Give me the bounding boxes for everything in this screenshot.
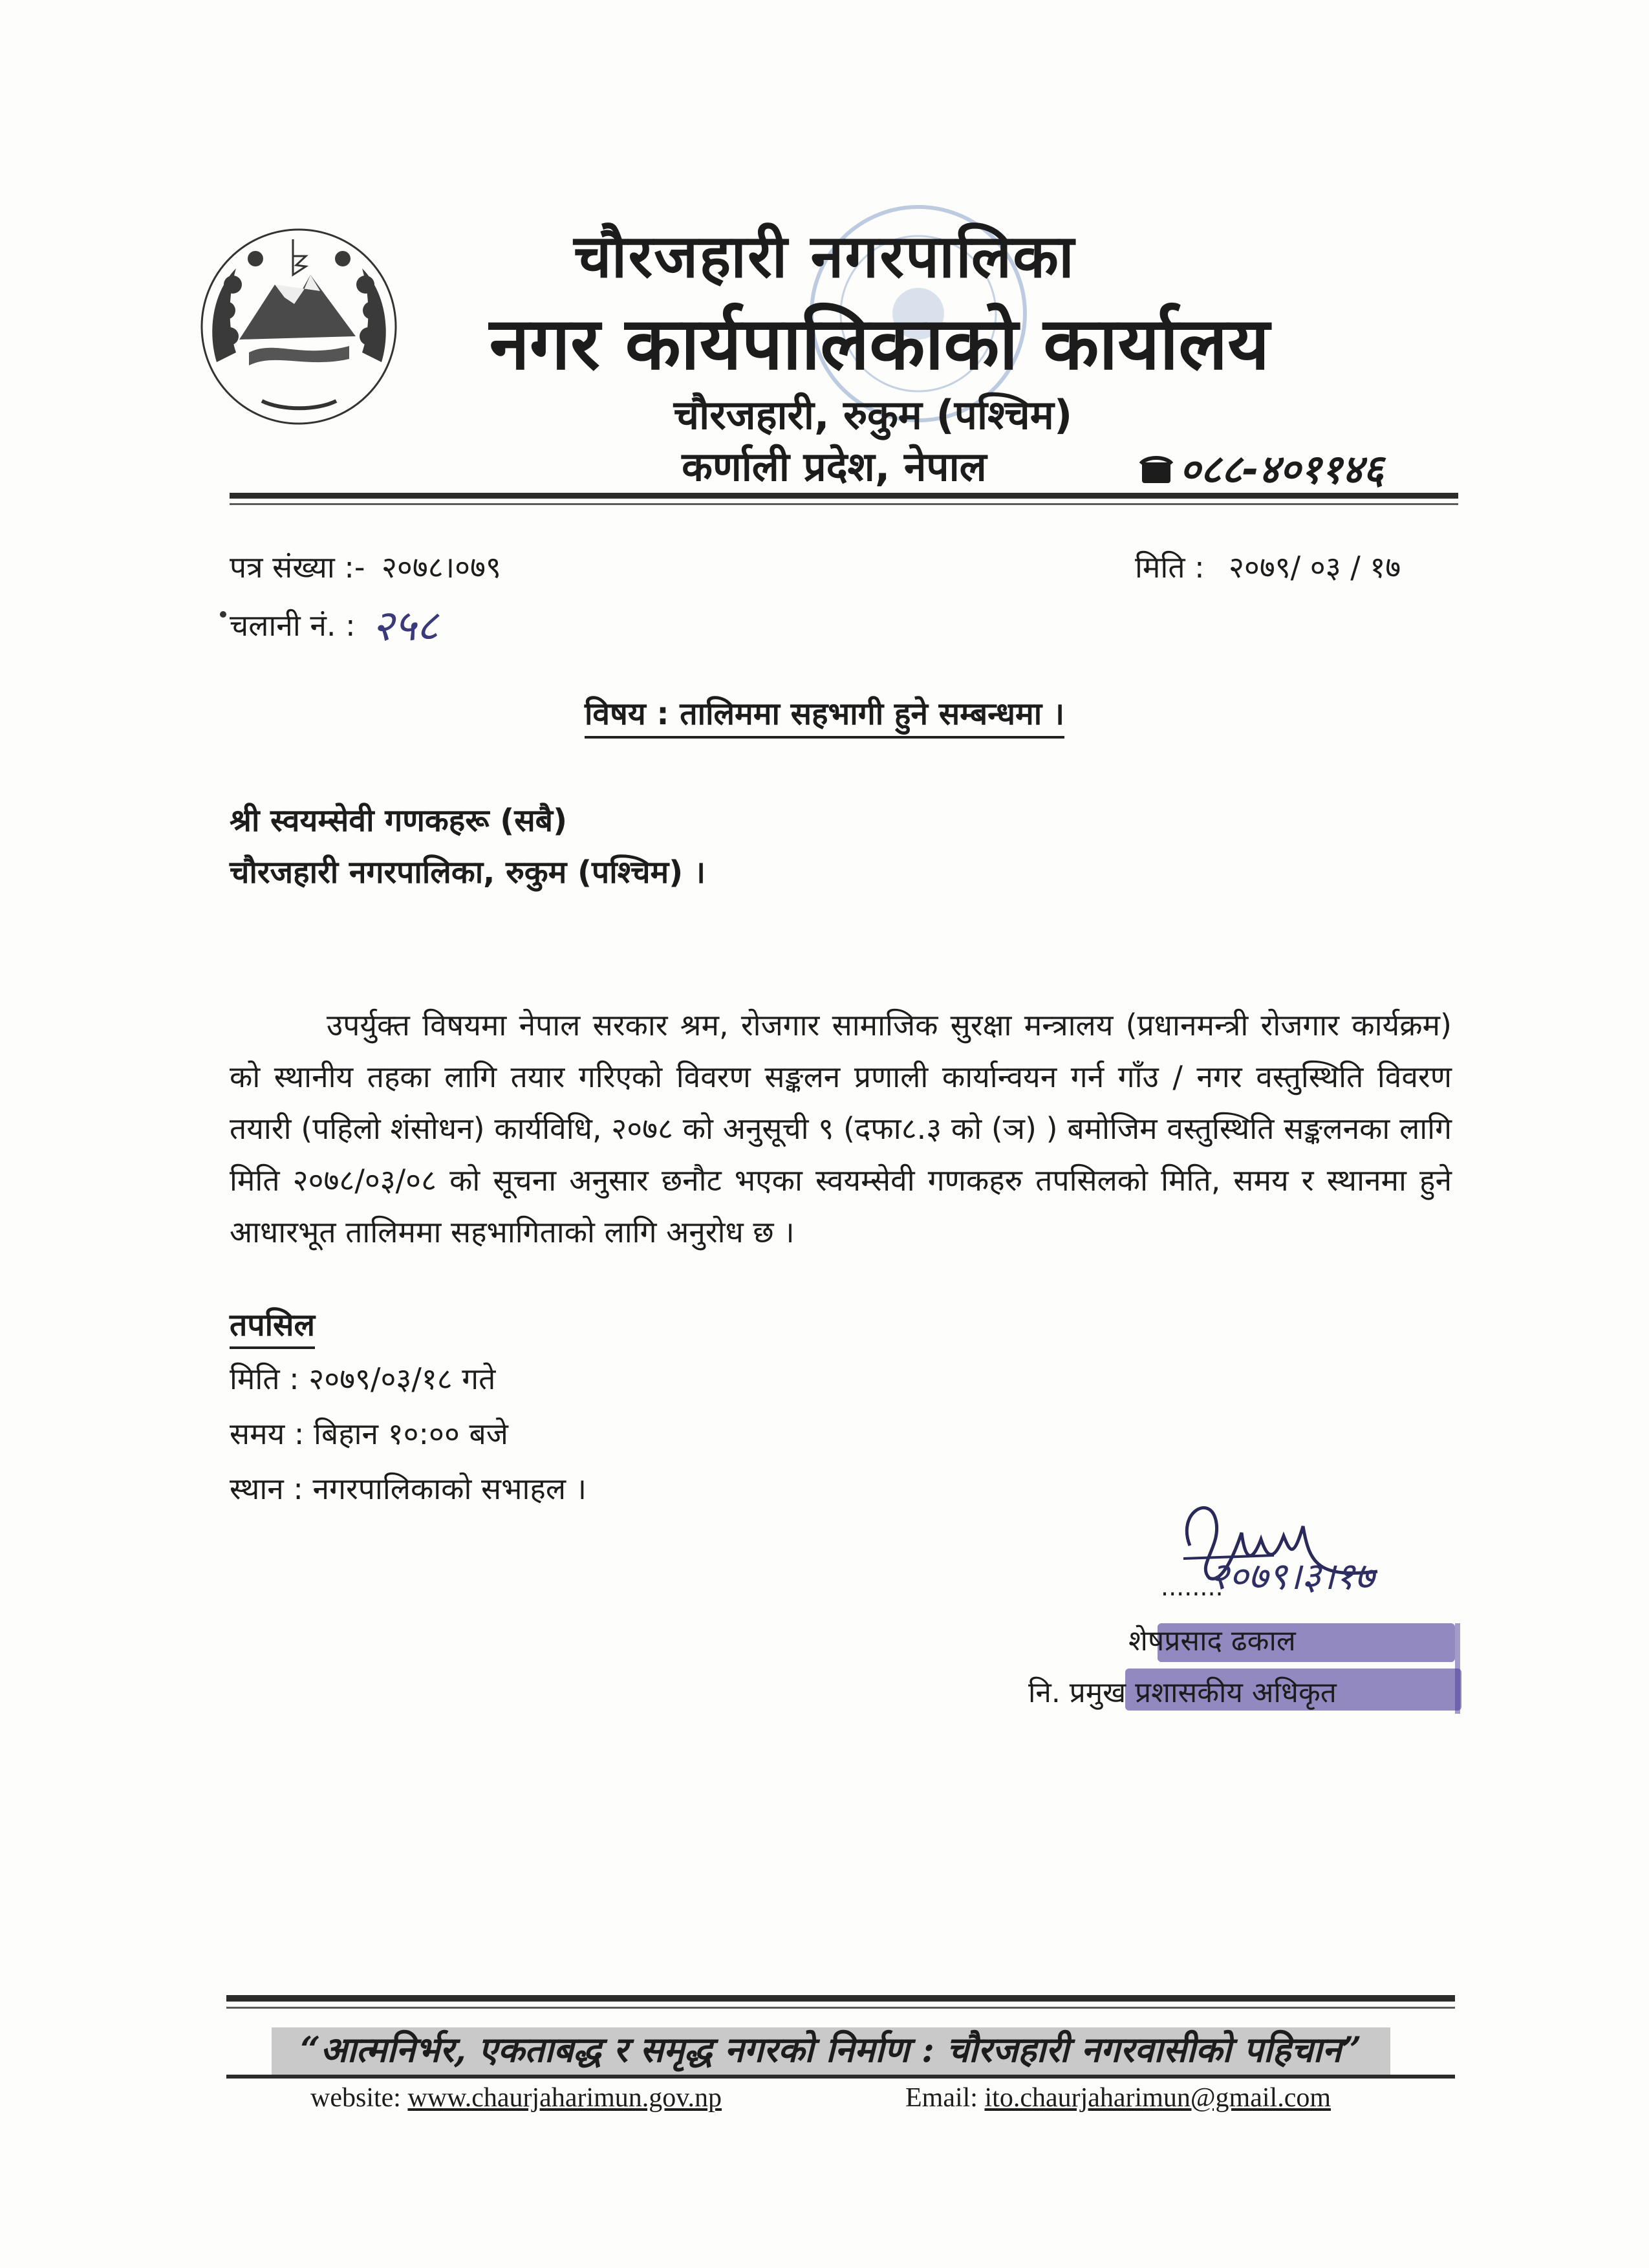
training-venue: स्थान : नगरपालिकाको सभाहल । <box>230 1471 587 1506</box>
office-name: नगर कार्यपालिकाको कार्यालय <box>489 302 1270 386</box>
phone-number <box>1138 441 1384 495</box>
reference-number: २०७८।०७९ <box>382 550 501 585</box>
telephone-icon <box>1138 456 1174 486</box>
address-line-1: चौरजहारी, रुकुम (पश्चिम) <box>673 391 1073 438</box>
letter-date: २०७९/ ०३ / १७ <box>1229 550 1401 585</box>
website-link[interactable]: www.chaurjaharimun.gov.np <box>407 2083 722 2113</box>
footer-website <box>310 2082 722 2113</box>
dispatch-number-handwritten: २५८ <box>372 601 438 651</box>
date-label: मिति : <box>1135 550 1205 585</box>
header-rule-thin <box>230 503 1458 505</box>
footer-rule-bottom <box>226 2075 1455 2079</box>
details-heading: तपसिल <box>230 1303 315 1349</box>
dispatch-number-label: चलानी नं. : <box>230 608 356 643</box>
footer-email <box>905 2082 1331 2113</box>
margin-dot <box>220 611 226 618</box>
addressee-line-2: चौरजहारी नगरपालिका, रुकुम (पश्चिम) । <box>230 854 706 891</box>
signature-dots: ........ <box>1161 1573 1223 1601</box>
body-paragraph <box>230 999 1452 1258</box>
subject-line <box>0 692 1649 734</box>
header-rule-thick <box>230 493 1458 499</box>
subject-text: विषय : तालिममा सहभागी हुने सम्बन्धमा । <box>585 696 1064 739</box>
website-label: website: <box>310 2083 401 2113</box>
signer-name: शेषप्रसाद ढकाल <box>1128 1625 1296 1658</box>
email-link[interactable]: ito.chaurjaharimun@gmail.com <box>984 2083 1331 2113</box>
address-line-2: कर्णाली प्रदेश, नेपाल <box>682 443 987 490</box>
training-time: समय : बिहान १०:०० बजे <box>230 1416 508 1451</box>
signed-date-handwritten: २०७९।३।१७ <box>1209 1554 1375 1598</box>
phone-value: ०८८-४०११४६ <box>1180 446 1384 493</box>
training-date: मिति : २०७९/०३/१८ गते <box>230 1361 496 1396</box>
footer-rule-top-thin <box>226 2007 1455 2009</box>
reference-label: पत्र संख्या :- <box>230 550 365 585</box>
municipality-name: चौरजहारी नगरपालिका <box>574 222 1075 291</box>
email-label: Email: <box>905 2083 978 2113</box>
footer-rule-top-thick <box>226 1995 1455 2002</box>
body-text: उपर्युक्त विषयमा नेपाल सरकार श्रम, रोजगार सामाजिक सुरक्षा मन्त्रालय (प्रधानमन्त्री रोजगार कार्यक्रम) को स्थानीय तहका लागि तयार गरिएको विवरण सङ्कलन प्रणाली कार्यान्वयन गर्न गाँउ / नगर वस्तुस्थिति विवरण तयारी (पहिलो शंसोधन) कार्यविधि, २०७८ को अनुसूची ९ (दफा८.३ को (ञ) ) बमोजिम वस्तुस्थिति सङ्कलनका लागि मिति २०७८/०३/०८ को सूचना अनुसार छनौट भएका स्वयम्सेवी गणकहरु तपसिलको मिति, समय र स्थानमा हुने आधारभूत तालिममा सहभागिताको लागि अनुरोध छ । <box>230 1008 1452 1249</box>
addressee-line-1: श्री स्वयम्सेवी गणकहरू (सबै) <box>230 803 568 839</box>
municipality-motto: “आत्मनिर्भर, एकताबद्ध र समृद्ध नगरको निर्माण : चौरजहारी नगरवासीको पहिचान” <box>300 2029 1362 2070</box>
signer-title: नि. प्रमुख प्रशासकीय अधिकृत <box>1028 1676 1337 1709</box>
